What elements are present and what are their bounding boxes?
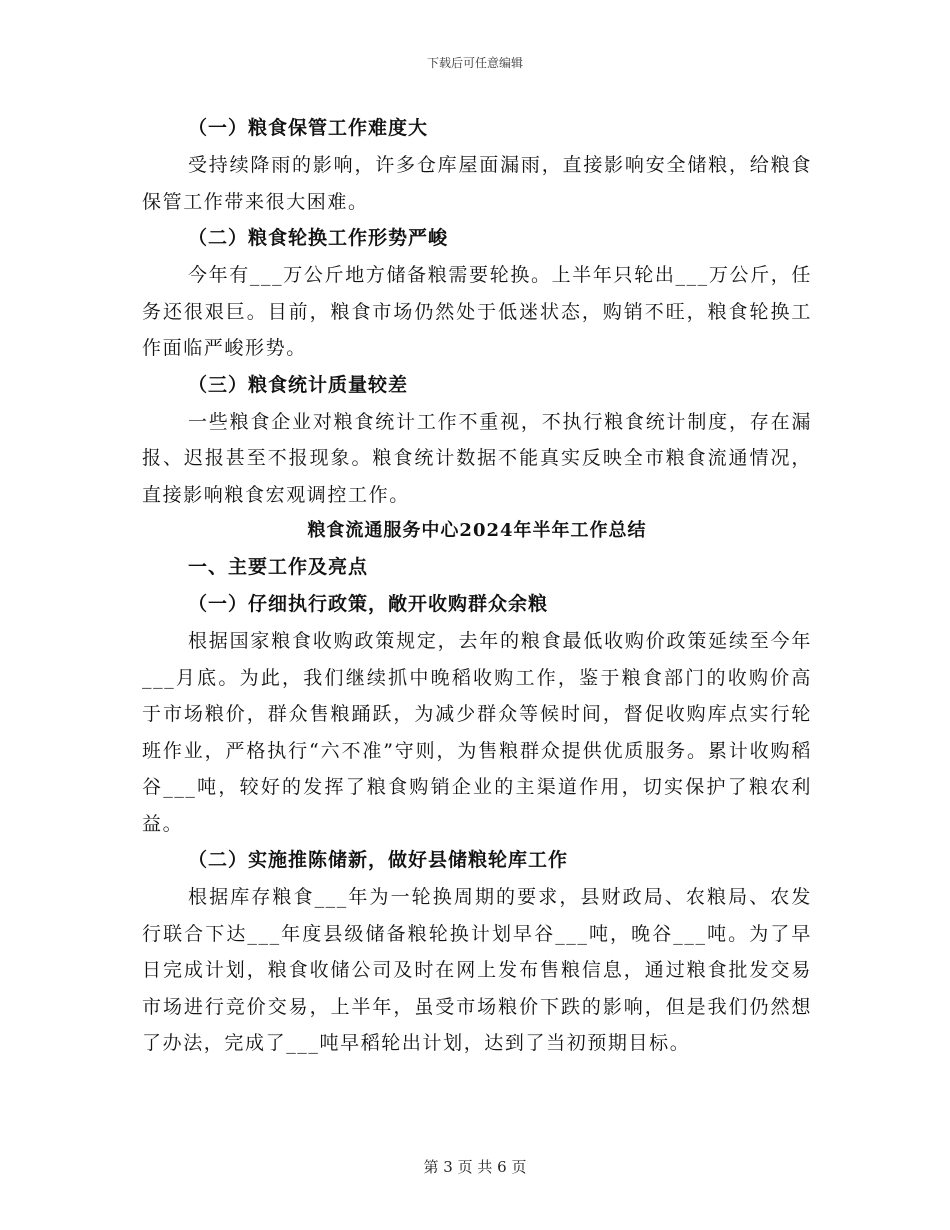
paragraph: 今年有___万公斤地方储备粮需要轮换。上半年只轮出___万公斤，任务还很艰巨。目前，粮食市场仍然处于低迷状态，购销不旺，粮食轮换工作面临严峻形势。: [142, 264, 812, 359]
section-heading: （一）仔细执行政策，敞开收购群众余粮: [188, 593, 549, 615]
document-title: 粮食流通服务中心2024年半年工作总结: [307, 520, 647, 541]
section-heading: （二）实施推陈储新，做好县储粮轮库工作: [188, 849, 569, 871]
section-heading: （二）粮食轮换工作形势严峻: [188, 227, 449, 249]
page-header-note: 下载后可任意编辑: [426, 56, 523, 70]
paragraph: 一些粮食企业对粮食统计工作不重视，不执行粮食统计制度，存在漏报、迟报甚至不报现象。粮食统计数据不能真实反映全市粮食流通情况，直接影响粮食宏观调控工作。: [142, 410, 812, 506]
paragraph: 根据国家粮食收购政策规定，去年的粮食最低收购价政策延续至今年___月底。为此，我们继续抓中晚稻收购工作，鉴于粮食部门的收购价高于市场粮价，群众售粮踊跃，为减少群众等候时间，督促收购库点实行轮班作业，严格执行“六不准”守则，为售粮群众提供优质服务。累计收购稻谷___吨，较好的发挥了粮食购销企业的主渠道作用，切实保护了粮农利益。: [142, 630, 812, 835]
section-heading: （三）粮食统计质量较差: [188, 373, 409, 396]
section-heading: （一）粮食保管工作难度大: [188, 117, 429, 139]
paragraph: 根据库存粮食___年为一轮换周期的要求，县财政局、农粮局、农发行联合下达___年度县级储备粮轮换计划早谷___吨，晚谷___吨。为了早日完成计划，粮食收储公司及时在网上发布售粮信息，通过粮食批发交易市场进行竞价交易，上半年，虽受市场粮价下跌的影响，但是我们仍然想了办法，完成了___吨早稻轮出计划，达到了当初预期目标。: [142, 886, 812, 1054]
page-number: 第 3 页 共 6 页: [423, 1158, 527, 1176]
main-heading: 一、主要工作及亮点: [188, 556, 369, 578]
document-body: [142, 110, 812, 1062]
paragraph: 受持续降雨的影响，许多仓库屋面漏雨，直接影响安全储粮，给粮食保管工作带来很大困难。: [142, 154, 812, 213]
